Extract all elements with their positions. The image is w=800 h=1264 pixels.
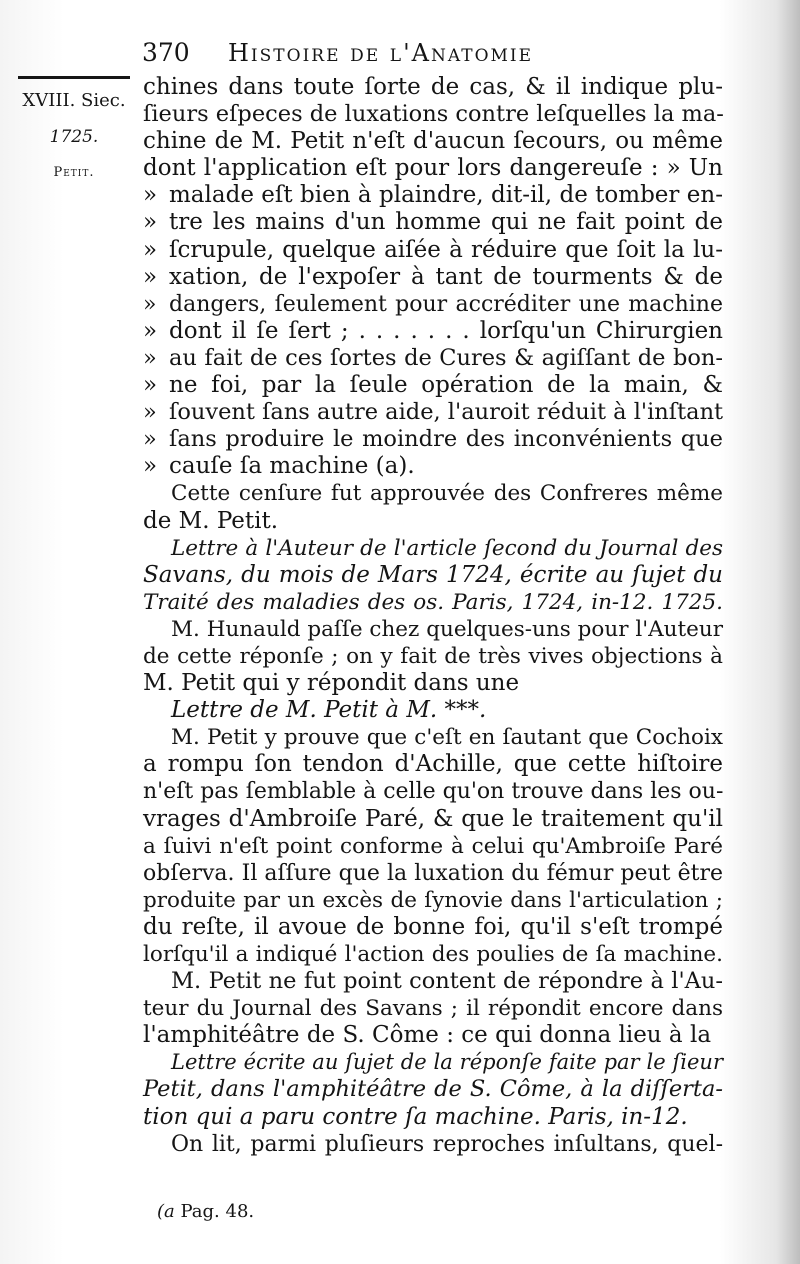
text-line [143,887,723,914]
line-text: a ſuivi n'eſt point conforme à celui qu'Ambroiſe Paré [143,833,723,859]
text-line [143,291,723,318]
body-text [143,74,723,1158]
quote-mark: » [143,344,157,371]
text-line [143,562,723,589]
text-line [143,508,723,535]
line-text: de M. Petit. [143,507,279,534]
text-line [143,778,723,805]
line-text: teur du Journal des Savans ; il répondit encore dans [143,996,723,1022]
line-text: M. Petit ne fut point content de répondre à l'Au- [171,968,723,995]
line-text: Lettre écrite au ſujet de la réponſe faite par le ſieur [171,1050,723,1075]
quote-mark: » [143,182,158,209]
line-text: ſcrupule, quelque aiſée à réduire que ſoit la lu- [169,236,723,263]
quote-mark: » [143,399,157,426]
line-text: l'amphitéâtre de S. Côme : ce qui donna lieu à la [143,1022,712,1049]
text-line [143,345,723,372]
text-line [143,1104,723,1131]
line-text: Savans, du mois de Mars 1724, écrite au ſujet du [143,561,723,588]
text-line [143,535,723,562]
text-line [143,74,723,101]
text-line [143,1076,723,1103]
text-line [143,589,723,616]
text-line [143,318,723,345]
line-text: tre les mains d'un homme qui ne fait point de [169,209,723,236]
margin-note-century: XVIII. Siec. [22,90,126,111]
line-text: M. Petit qui y répondit dans une [143,670,520,697]
line-text: Lettre à l'Auteur de l'article ſecond du Journal des [171,535,723,561]
text-line [143,860,723,887]
line-text: de cette réponſe ; on y fait de très vives objections à [143,643,723,669]
text-line [143,643,723,670]
text-line [143,372,723,399]
line-text: du reſte, il avoue de bonne foi, qu'il s'eſt trompé [143,913,723,940]
line-text: au fait de ces ſortes de Cures & agiſſant de bon- [169,344,723,371]
line-text: M. Hunauld paſſe chez quelques-uns pour l'Auteur [171,616,723,642]
text-line [143,155,723,182]
text-line [143,399,723,426]
line-text: M. Petit y prouve que c'eſt en ſautant que Cochoix [171,725,723,751]
text-line [143,264,723,291]
line-text: xation, de l'expoſer à tant de tourments & de [169,263,723,290]
footnote-marker: (a [157,1201,175,1222]
line-text: vrages d'Ambroiſe Paré, & que le traitement qu'il [143,805,723,832]
line-text: produite par un excès de ſynovie dans l'articulation ; [143,887,723,913]
text-line [143,480,723,507]
line-text: ne foi, par la ſeule opération de la main, & [169,372,723,399]
line-text: dont il ſe ſert ; . . . . . . . lorſqu'un Chirurgien [169,317,723,344]
line-text: dangers, ſeulement pour accréditer une machine [169,291,723,317]
footnote [157,1200,254,1224]
text-line [143,914,723,941]
page-header [142,36,682,70]
text-line [143,453,723,480]
page-number: 370 [142,38,190,67]
text-line [143,833,723,860]
text-line [143,1022,723,1049]
line-text: ſieurs eſpeces de luxations contre leſquelles la ma- [143,101,724,128]
line-text: ſouvent ſans autre aide, l'auroit réduit à l'inſtant [169,399,724,426]
line-text: chine de M. Petit n'eſt d'aucun ſecours, ou même [143,128,723,155]
line-text: tion qui a paru contre ſa machine. Paris, in-12. [143,1103,688,1130]
running-head: Histoire de l'Anatomie [228,39,534,67]
quote-mark: » [143,236,158,263]
text-line [143,101,723,128]
text-line [143,128,723,155]
text-line [143,426,723,453]
text-line [143,1049,723,1076]
line-text: cauſe ſa machine (a). [169,453,415,480]
text-line [143,670,723,697]
margin-rule [18,76,130,79]
text-line [143,995,723,1022]
line-text: Traité des maladies des os. Paris, 1724, in-12. 1725. [143,589,723,615]
quote-mark: » [143,372,158,399]
line-text: dont l'application eſt pour lors dangereuſe : » Un [143,155,723,182]
quote-mark: » [143,317,158,344]
line-text: chines dans toute ſorte de cas, & il indique plu- [143,74,723,100]
text-line [143,724,723,751]
line-text: n'eſt pas ſemblable à celle qu'on trouve dans les ou- [143,779,724,805]
text-line [143,237,723,264]
quote-mark: » [143,426,157,453]
line-text: On lit, parmi pluſieurs reproches inſultans, quel- [171,1131,723,1157]
text-line [143,616,723,643]
line-text: Lettre de M. Petit à M. ***. [171,697,487,724]
text-line [143,968,723,995]
text-line [143,941,723,968]
footnote-text: Pag. 48. [180,1201,255,1222]
text-line [143,806,723,833]
quote-mark: » [143,209,158,236]
margin-note-year: 1725. [49,127,99,147]
line-text: malade eſt bien à plaindre, dit-il, de tomber en- [169,182,723,209]
text-line [143,697,723,724]
line-text: ſans produire le moindre des inconvénients que [169,426,723,453]
line-text: obſerva. Il aſſure que la luxation du fémur peut être [143,860,723,886]
quote-mark: » [143,453,158,480]
line-text: Petit, dans l'amphitéâtre de S. Côme, à la diſſerta- [143,1076,723,1103]
margin-note-name: Petit. [53,165,95,180]
text-line [143,1131,723,1158]
text-line [143,209,723,236]
quote-mark: » [143,263,158,290]
line-text: lorſqu'il a indiqué l'action des poulies de ſa machine. [143,942,723,967]
text-line [143,751,723,778]
line-text: a rompu ſon tendon d'Achille, que cette hiſtoire [143,751,723,778]
line-text: Cette cenſure fut approuvée des Confreres même [171,481,723,507]
text-line [143,182,723,209]
quote-mark: » [143,291,157,317]
